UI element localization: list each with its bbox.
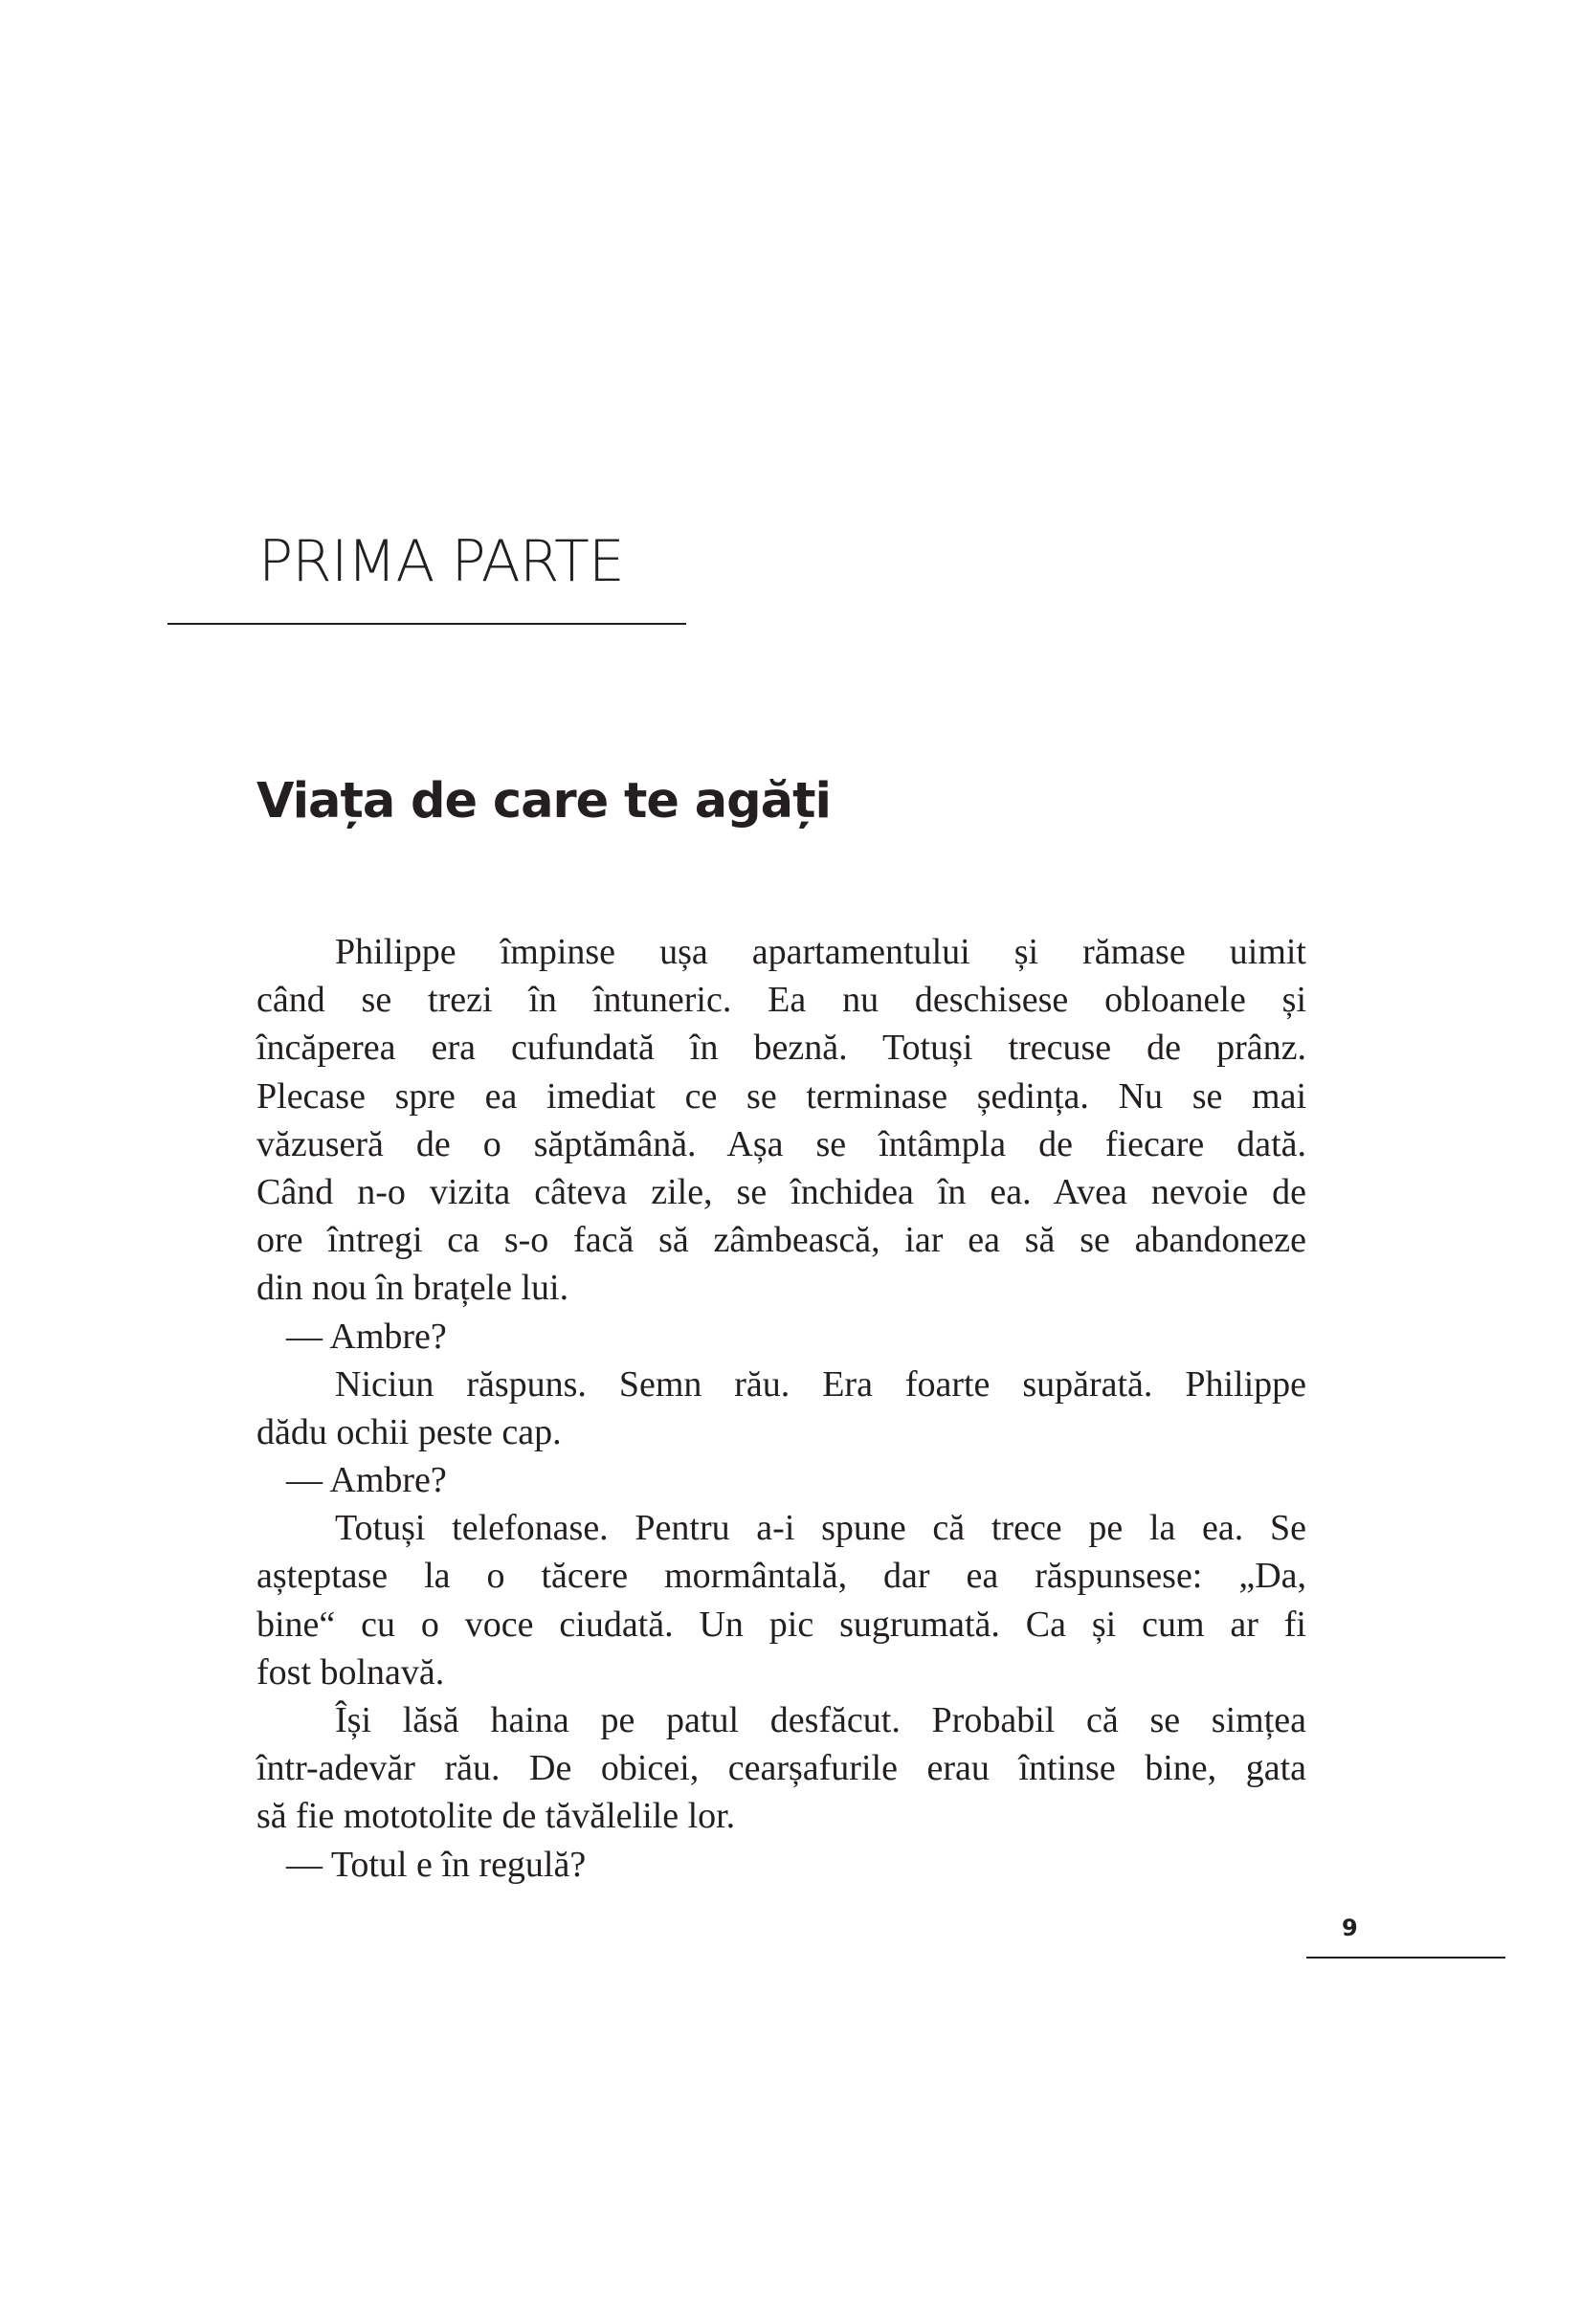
text-line: să fie mototolite de tăvălelile lor. xyxy=(256,1796,736,1837)
text-line: Când n-o vizita câteva zile, se închidea în ea. Avea nevoie de xyxy=(256,1171,1306,1212)
text-line: Plecase spre ea imediat ce se terminase ședința. Nu se mai xyxy=(256,1075,1306,1117)
text-line: așteptase la o tăcere mormântală, dar ea răspunsese: „Da, xyxy=(256,1556,1306,1597)
text-line: Philippe împinse ușa apartamentului și rămase uimit xyxy=(335,932,1306,972)
text-line: când se trezi în întuneric. Ea nu deschisese obloanele și xyxy=(256,980,1306,1021)
text-line: dădu ochii peste cap. xyxy=(256,1411,562,1452)
text-line: Își lăsă haina pe patul desfăcut. Probabil că se simțea xyxy=(335,1700,1306,1740)
text-line: ore întregi ca s-o facă să zâmbească, iar ea să se abandoneze xyxy=(256,1220,1306,1261)
text-line: încăperea era cufundată în beznă. Totuși trecuse de prânz. xyxy=(256,1028,1306,1069)
text-line: Totuși telefonase. Pentru a-i spune că trece pe la ea. Se xyxy=(335,1508,1306,1549)
text-line: într-adevăr rău. De obicei, cearșafurile erau întinse bine, gata xyxy=(256,1748,1306,1789)
chapter-title: Viața de care te agăți xyxy=(256,773,831,830)
text-line: — Ambre? xyxy=(286,1316,447,1357)
part-title-rule xyxy=(167,623,686,625)
part-title: PRIMA PARTE xyxy=(258,528,624,595)
text-line: văzuseră de o săptămână. Așa se întâmpla de fiecare dată. xyxy=(256,1123,1306,1164)
text-line: din nou în brațele lui. xyxy=(256,1268,569,1309)
text-line: — Ambre? xyxy=(286,1460,447,1501)
text-line: Niciun răspuns. Semn rău. Era foarte supărată. Philippe xyxy=(335,1363,1306,1405)
text-line: — Totul e în regulă? xyxy=(286,1844,587,1885)
chapter-body-text xyxy=(256,928,1306,1889)
text-line: fost bolnavă. xyxy=(256,1651,445,1693)
text-line: bine“ cu o voce ciudată. Un pic sugrumată. Ca și cum ar fi xyxy=(256,1604,1306,1645)
page-number-rule xyxy=(1306,1957,1505,1959)
page-number: 9 xyxy=(1342,1915,1358,1941)
